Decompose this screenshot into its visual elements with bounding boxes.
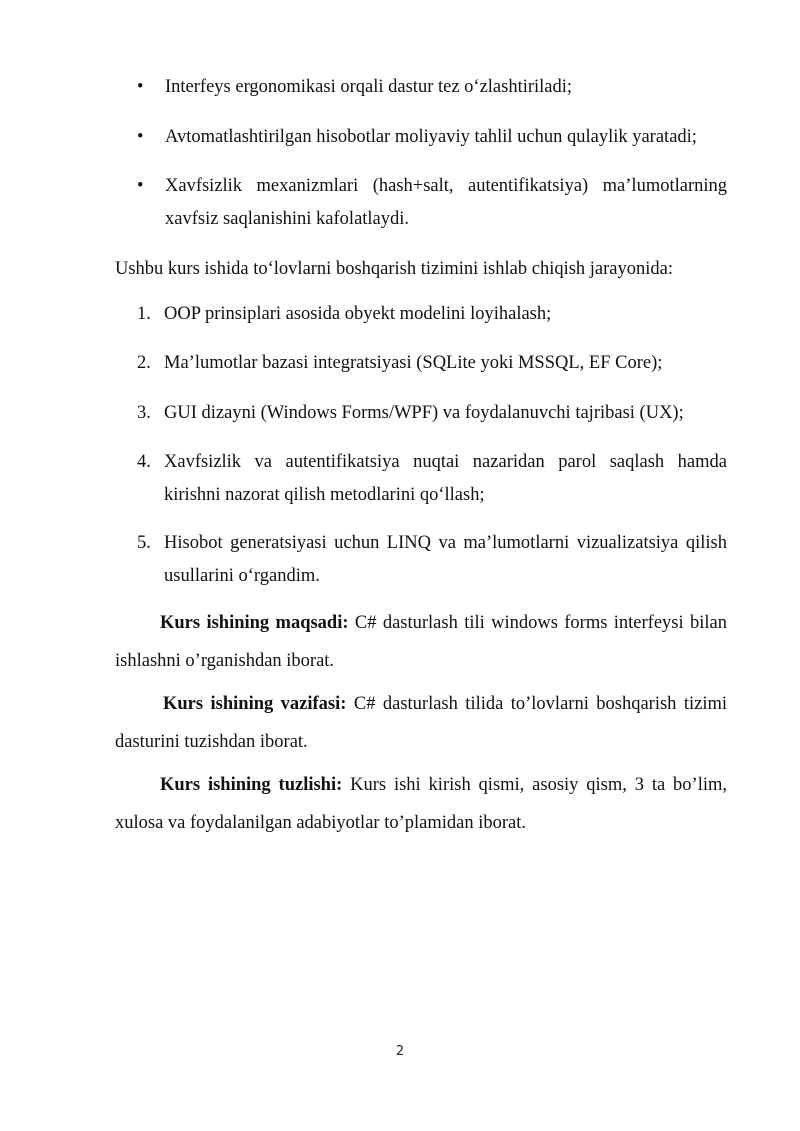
item-number: 1. <box>137 304 151 324</box>
numbered-item <box>137 397 727 430</box>
item-text-continued: kirishni nazorat qilish metodlarini qoʻllash; <box>164 485 485 505</box>
item-text: OOP prinsiplari asosida obyekt modelini loyihalash; <box>164 304 552 324</box>
item-text-continued: usullarini oʻrgandim. <box>164 566 320 586</box>
bullet-text: Interfeys ergonomikasi orqali dastur tez oʻzlashtiriladi; <box>165 77 573 97</box>
structure-paragraph <box>115 766 727 842</box>
numbered-item <box>137 527 727 593</box>
goal-text-continued: ishlashni o’rganishdan iborat. <box>115 651 335 671</box>
structure-text-continued: xulosa va foydalanilgan adabiyotlar to’plamidan iborat. <box>115 813 526 833</box>
task-label: Kurs ishining vazifasi: <box>163 694 347 714</box>
numbered-item <box>137 446 727 512</box>
page-number: 2 <box>395 1044 405 1059</box>
item-text: Xavfsizlik va autentifikatsiya nuqtai nazaridan parol saqlash hamda <box>164 452 727 472</box>
bullet-mark: • <box>137 77 144 97</box>
goal-text: C# dasturlash tili windows forms interfeysi bilan <box>348 613 727 633</box>
bullet-item <box>137 121 727 154</box>
goal-label: Kurs ishining maqsadi: <box>160 613 349 633</box>
task-text-continued: dasturini tuzishdan iborat. <box>115 732 308 752</box>
item-text: Maʼlumotlar bazasi integratsiyasi (SQLite yoki MSSQL, EF Core); <box>164 353 663 373</box>
item-number: 2. <box>137 353 151 373</box>
item-text: GUI dizayni (Windows Forms/WPF) va foydalanuvchi tajribasi (UX); <box>164 403 684 423</box>
structure-label: Kurs ishining tuzlishi: <box>160 775 343 795</box>
bullet-item <box>137 71 727 104</box>
task-paragraph <box>115 685 727 761</box>
item-number: 3. <box>137 403 151 423</box>
bullet-mark: • <box>137 176 144 196</box>
structure-text: Kurs ishi kirish qismi, asosiy qism, 3 ta bo’lim, <box>342 775 727 795</box>
bullet-item <box>137 170 727 236</box>
intro-text: Ushbu kurs ishida toʻlovlarni boshqarish tizimini ishlab chiqish jarayonida: <box>115 259 674 279</box>
numbered-item <box>137 347 727 380</box>
goal-paragraph <box>115 604 727 680</box>
task-text: C# dasturlash tilida to’lovlarni boshqarish tizimi <box>346 694 727 714</box>
bullet-text-continued: xavfsiz saqlanishini kafolatlaydi. <box>165 209 410 229</box>
numbered-item <box>137 298 727 331</box>
item-number: 4. <box>137 452 151 472</box>
bullet-text: Xavfsizlik mexanizmlari (hash+salt, autentifikatsiya) maʼlumotlarning <box>165 176 727 196</box>
bullet-text: Avtomatlashtirilgan hisobotlar moliyaviy tahlil uchun qulaylik yaratadi; <box>165 127 697 147</box>
bullet-mark: • <box>137 127 144 147</box>
item-number: 5. <box>137 533 151 553</box>
item-text: Hisobot generatsiyasi uchun LINQ va maʼlumotlarni vizualizatsiya qilish <box>164 533 727 553</box>
